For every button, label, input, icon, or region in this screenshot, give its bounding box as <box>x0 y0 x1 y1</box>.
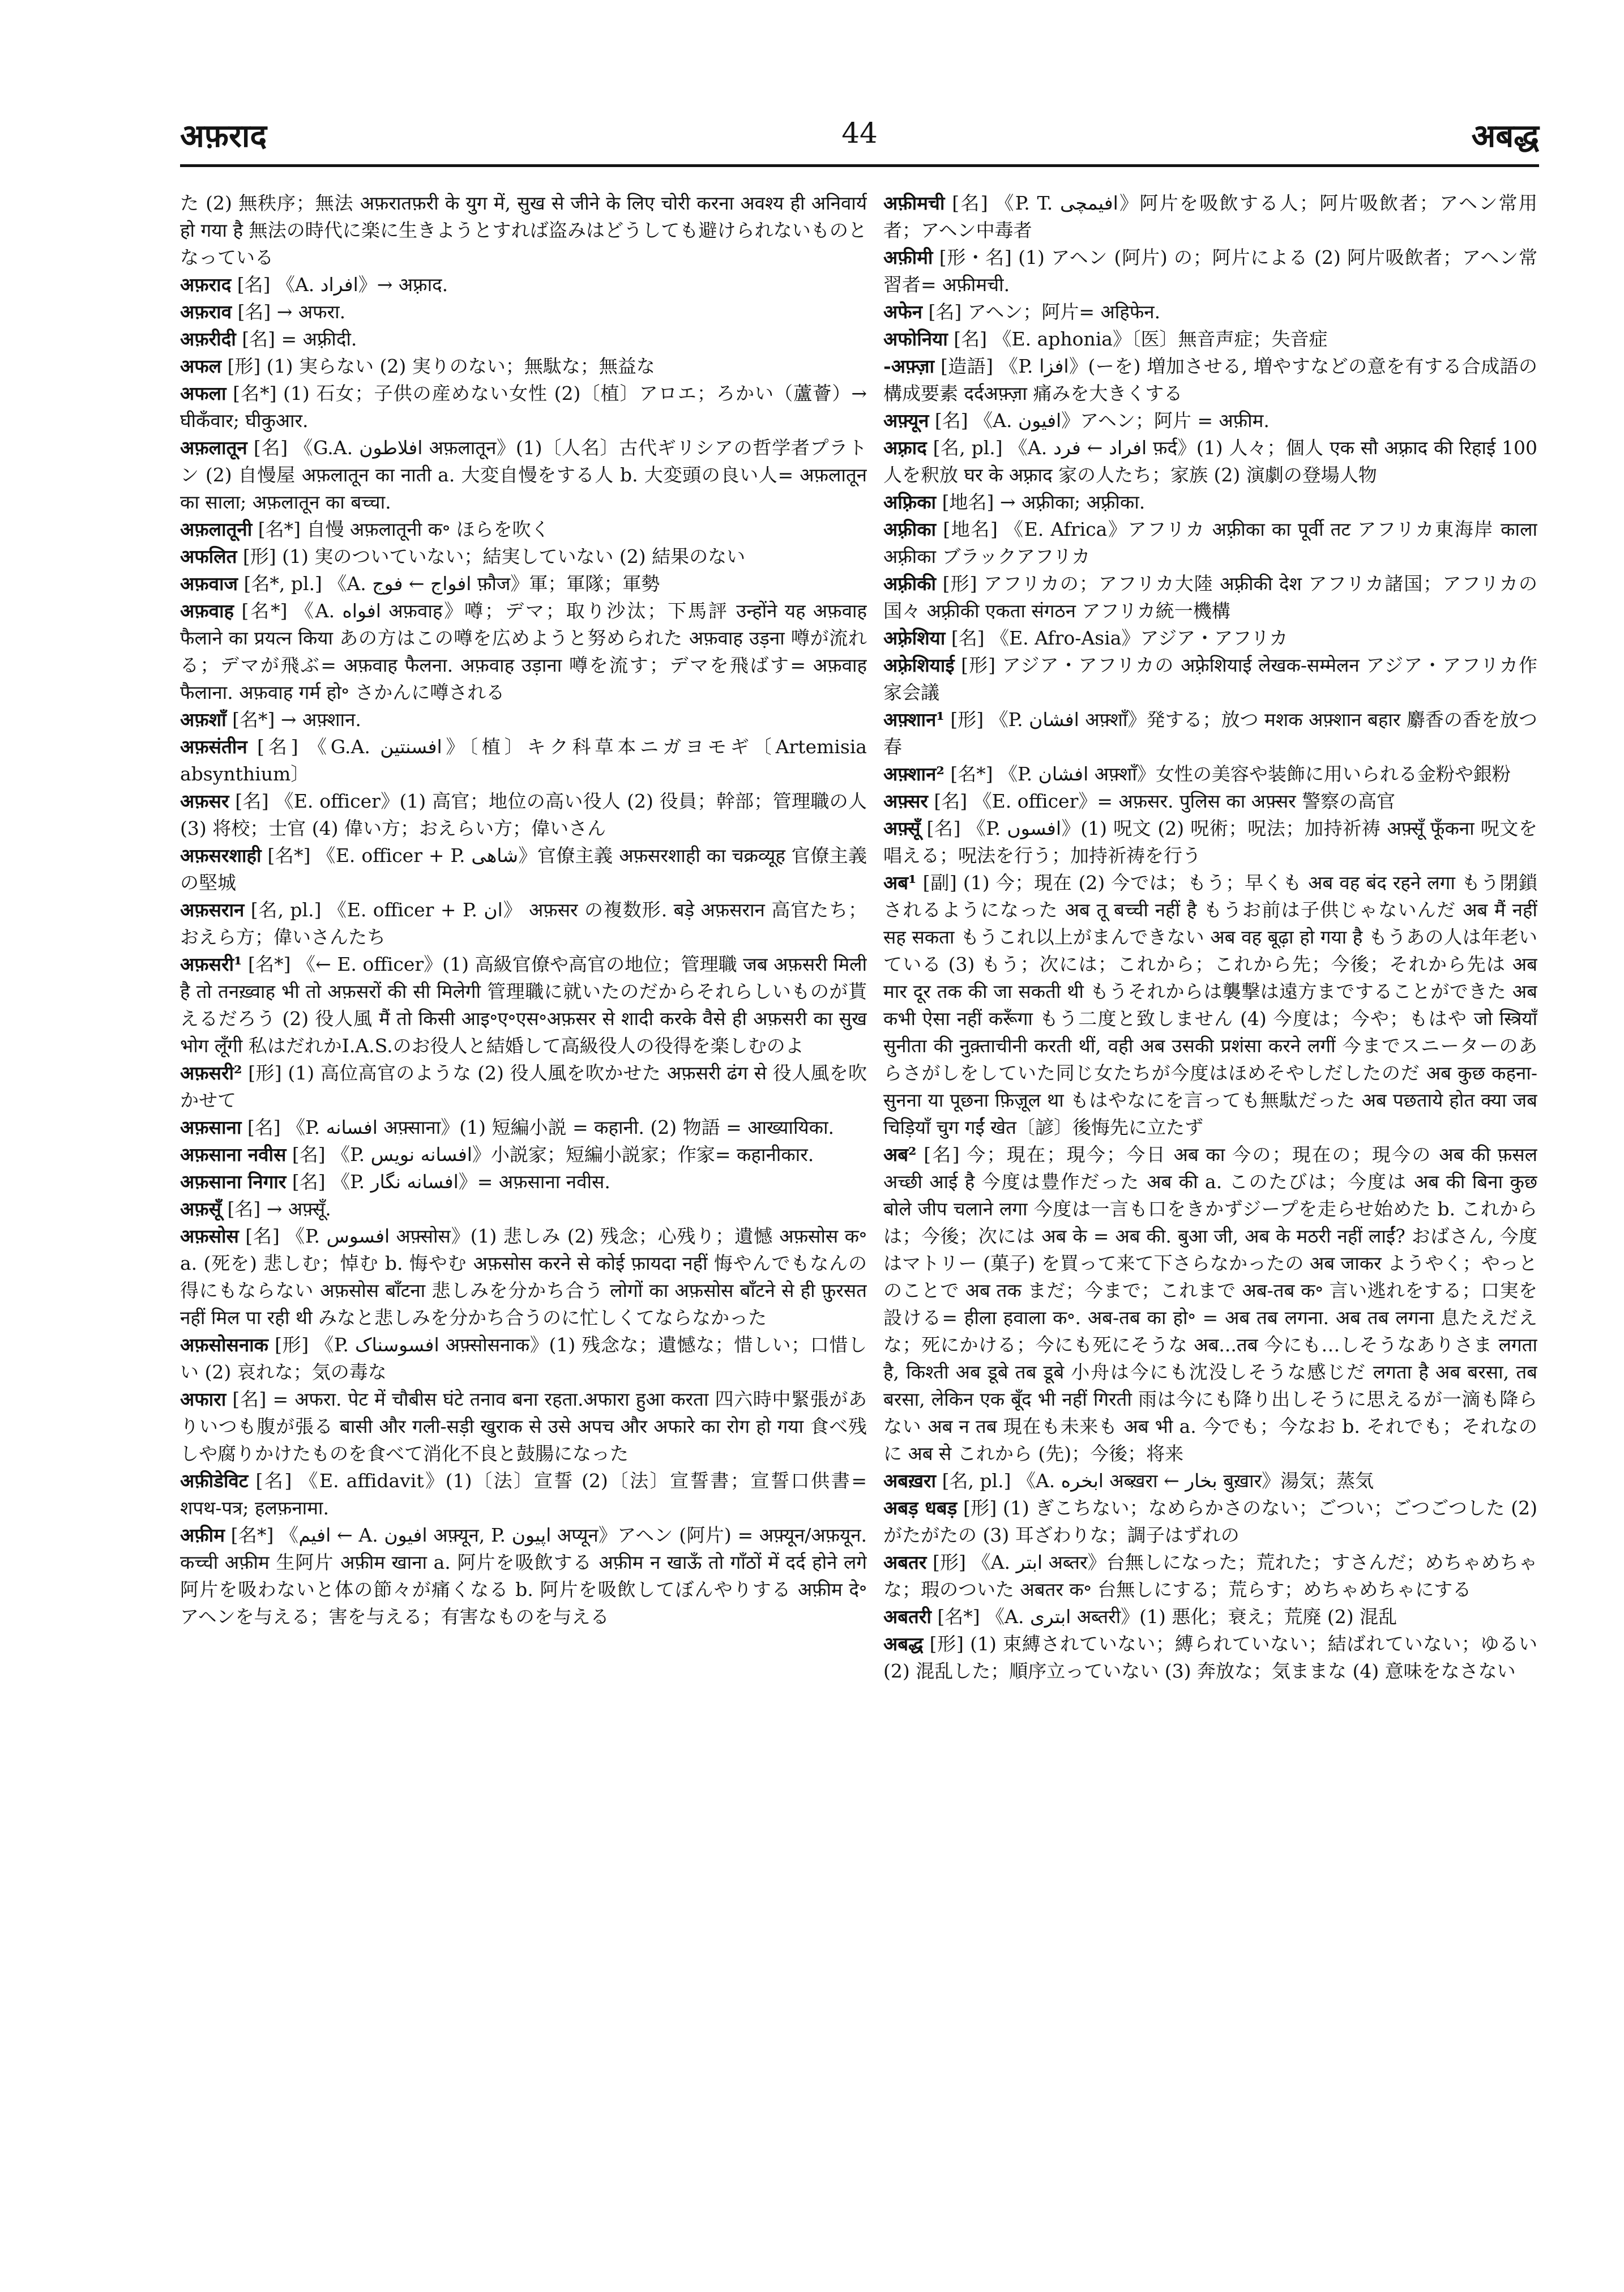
dictionary-entry <box>883 353 1537 407</box>
dictionary-entry <box>180 1522 867 1631</box>
dictionary-entry <box>883 1549 1537 1603</box>
entry-headword: अबतर <box>883 1551 927 1573</box>
entry-headword: अब¹ <box>883 872 917 894</box>
entry-definition: [名*] 《P. افشان अफ़्शाँ》女性の美容や装飾に用いられる金粉や銀粉 <box>944 763 1511 785</box>
entry-definition: [名] → अफरा. <box>232 301 346 323</box>
dictionary-entry <box>883 1631 1537 1685</box>
entry-definition: [名] 《P. T. افيمچی》阿片を吸飲する人；阿片吸飲者；アヘン常用者；アヘン中毒者 <box>883 192 1537 241</box>
entry-headword: अफ़शाँ <box>180 708 226 731</box>
entry-definition: [名, pl.] 《E. officer + P. ان》 अफ़सर の複数形. बड़े अफ़सरान 高官たち；おえら方；偉いさんたち <box>180 899 867 948</box>
entry-headword: अफल <box>180 355 222 377</box>
entry-definition: [名] → अफ़्सूँ. <box>221 1198 331 1220</box>
left-column <box>180 190 867 2217</box>
dictionary-entry <box>883 489 1537 516</box>
entry-headword: अफ़वाह <box>180 600 234 622</box>
entry-headword: अफ़्सूँ <box>883 817 921 839</box>
header-right-headword: अबद्ध <box>1471 117 1539 155</box>
entry-definition: [形] (1) 高位高官のような (2) 役人風を吹かせた अफ़सरी ढंग से 役人風を吹かせて <box>180 1062 867 1111</box>
dictionary-entry <box>883 298 1537 326</box>
entry-definition: [形] (1) 実らない (2) 実りのない；無駄な；無益な <box>221 355 655 377</box>
dictionary-entry <box>180 298 867 326</box>
entry-headword: अबतरी <box>883 1606 931 1628</box>
dictionary-entry <box>883 815 1537 869</box>
header-left-headword: अफ़राद <box>180 117 267 155</box>
entry-headword: अफ़सरशाही <box>180 844 262 867</box>
dictionary-entry <box>180 190 867 271</box>
entry-definition: [形] (1) 実のついていない；結実していない (2) 結果のない <box>237 545 746 567</box>
entry-headword: अफ़राव <box>180 301 232 323</box>
entry-definition: [形] 《A. ابتر अब्तर》台無しになった；荒れた；すさんだ；めちゃめちゃな；瑕のついた अबतर क॰ 台無しにする；荒らす；めちゃめちゃにする <box>883 1551 1537 1600</box>
entry-definition: [形] アジア・アフリカの अफ़्रेशियाई लेखक-सम्मेलन アジア・アフリカ作家会議 <box>883 654 1537 703</box>
entry-definition: [名*] 《A. ابتری अब्तरी》(1) 悪化；衰え；荒廃 (2) 混乱 <box>931 1606 1398 1628</box>
entry-definition: [名] 《G.A. افسنتين》〔植〕キク科草本ニガヨモギ〔Artemisia absynthium〕 <box>180 736 867 785</box>
dictionary-entry <box>883 326 1537 353</box>
dictionary-entry <box>883 190 1537 244</box>
entry-definition: [名] 《E. officer》= अफ़सर. पुलिस का अफ़्सर 警察の高官 <box>928 790 1396 812</box>
entry-definition: [名] 《A. افراد》→ अफ़्राद. <box>231 274 448 296</box>
dictionary-entry <box>180 706 867 733</box>
entry-definition: [名, pl.] 《A. ابخره अब्ख़रा ← بخار बुख़ार》湯気；蒸気 <box>936 1470 1374 1492</box>
dictionary-entry <box>180 788 867 842</box>
entry-headword: अफ़राद <box>180 274 232 296</box>
entry-definition: [名] 《E. affidavit》(1)〔法〕宣誓 (2)〔法〕宣誓書；宣誓口供書= शपथ-पत्र; हलफ़नामा. <box>180 1470 867 1519</box>
entry-definition: [副] (1) 今；現在 (2) 今では；もう；早くも अब वह बंद रहने लगा もう閉鎖されるようになった अब तू बच्ची नहीं है もうお前は子供じゃないんだ अब मैं नहीं सह सकता もうこれ以上がまんできない अब वह बूढ़ा हो गया है もうあの人は年老いている (3) もう；次には；これから；これから先；今後；それから先は अब मार दूर तक की जा सकती थी もうそれからは襲撃は遠方まですることができた अब कभी ऐसा नहीं करूँगा もう二度と致しません (4) 今度は；今や；もはや जो स्त्रियाँ सुनीता की नुक़्ताचीनी करती थीं, वही अब उसकी प्रशंसा करने लगीं 今までスニーターのあらさがしをしていた同じ女たちが今度はほめそやしだしたのだ अब कुछ कहना-सुनना या पूछना फ़िज़ूल था もはやなにを言っても無駄だった अब पछताये होत क्या जब चिड़ियाँ चुग गईं खेत〔諺〕後悔先に立たず <box>883 872 1537 1138</box>
entry-definition: [形] (1) 束縛されていない；縛られていない；結ばれていない；ゆるい (2) 混乱した；順序立っていない (3) 奔放な；気ままな (4) 意味をなさない <box>883 1633 1537 1682</box>
entry-headword: अब² <box>883 1143 917 1166</box>
dictionary-entry <box>180 1331 867 1386</box>
dictionary-entry <box>180 1223 867 1331</box>
dictionary-entry <box>180 1141 867 1168</box>
dictionary-entry <box>883 869 1537 1141</box>
entry-definition: [名*] 《A. افواه अफ़वाह》噂；デマ；取り沙汰；下馬評 उन्होंने यह अफ़वाह फैलाने का प्रयत्न किया あの方はこの噂を広めようと努められた अफ़वाह उड़ना 噂が流れる；デマが飛ぶ= अफ़वाह फैलना. अफ़वाह उड़ाना 噂を流す；デマを飛ばす= अफ़वाह फैलाना. अफ़वाह गर्म हो॰ さかんに噂される <box>180 600 867 703</box>
dictionary-entry <box>883 570 1537 625</box>
entry-headword: अफ़सरान <box>180 899 245 921</box>
entry-headword: अफ़सरी² <box>180 1062 242 1084</box>
entry-definition: [形] アフリカの；アフリカ大陸 अफ़्रीकी देश アフリカ諸国；アフリカの国々 अफ़्रीकी एकता संगठन アフリカ統一機構 <box>883 573 1537 622</box>
entry-definition: [名, pl.] 《A. افراد ← فرد फ़र्द》(1) 人々；個人 एक सौ अफ़्राद की रिहाई 100 人を釈放 घर के अफ़्राद 家の人たち；家族 (2) 演劇の登場人物 <box>883 437 1537 486</box>
entry-headword: अफ़्रेशिया <box>883 627 946 649</box>
dictionary-entry <box>180 1196 867 1223</box>
dictionary-entry <box>883 1141 1537 1467</box>
entry-definition: [造語] 《P. افزا》(ーを) 増加させる, 増やすなどの意を有する合成語の構成要素 दर्दअफ़्ज़ा 痛みを大きくする <box>883 355 1537 404</box>
dictionary-entry <box>180 842 867 897</box>
entry-headword: अफला <box>180 382 226 404</box>
dictionary-entry <box>180 434 867 516</box>
dictionary-entry <box>883 1495 1537 1549</box>
page-header <box>180 113 1539 164</box>
dictionary-entry <box>180 516 867 543</box>
dictionary-entry <box>883 1467 1537 1495</box>
dictionary-entry <box>180 733 867 788</box>
dictionary-entry <box>180 1114 867 1141</box>
header-rule <box>180 164 1539 167</box>
entry-headword: अफ़संतीन <box>180 736 247 758</box>
entry-headword: अफ़साना नवीस <box>180 1143 287 1166</box>
entry-definition: [地名] 《E. Africa》アフリカ अफ़्रीका का पूर्वी तट アフリカ東海岸 काला अफ़्रीका ブラックアフリカ <box>883 518 1537 567</box>
entry-definition: [名] = अफरा. पेट में चौबीस घंटे तनाव बना रहता.अफारा हुआ करता 四六時中緊張がありいつも腹が張る बासी और गली-सड़ी खुराक से उसे अपच और अफारे का रोग हो गया 食べ残しや腐りかけたものを食べて消化不良と鼓腸になった <box>180 1388 867 1465</box>
dictionary-entry <box>883 625 1537 652</box>
entry-headword: अफ़्रेशियाई <box>883 654 955 676</box>
dictionary-entry <box>180 1168 867 1196</box>
entry-definition: た (2) 無秩序；無法 अफ़रातफ़री के युग में, सुख से जीने के लिए चोरी करना अवश्य ही अनिवार्य हो गया है 無法の時代に楽に生きようとすれば盗みはどうしても避けられないものとなっている <box>180 192 867 268</box>
entry-definition: [名*] 《← E. officer》(1) 高級官僚や高官の地位；管理職 जब अफ़सरी मिली है तो तनख़्वाह भी तो अफ़सरों की सी मिलेगी 管理職に就いたのだからそれらしいものが貰えるだろう (2) 役人風 मैं तो किसी आइ॰ए॰एस॰अफ़सर से शादी करके वैसे ही अफ़सरी का सुख भोग लूँगी 私はだれかI.A.S.のお役人と結婚して高級役人の役得を楽しむのよ <box>180 953 867 1057</box>
entry-definition: [地名] → अफ़्रीका; अफ़्रीका. <box>936 491 1146 513</box>
entry-headword: अबड़ धबड़ <box>883 1497 958 1519</box>
entry-definition: [名] = अफ़्रीदी. <box>236 328 357 350</box>
entry-headword: अफ़ीमची <box>883 192 945 214</box>
entry-definition: [形] (1) ぎこちない；なめらかさのない；ごつい；ごつごつした (2) がたがたの (3) 耳ざわりな；調子はずれの <box>883 1497 1537 1546</box>
entry-headword: अफ़ीडेविट <box>180 1470 249 1492</box>
entry-definition: [名*] 自慢 अफ़लातूनी क॰ ほらを吹く <box>252 518 550 540</box>
dictionary-entry <box>180 951 867 1060</box>
entry-definition: [名] 《E. Afro-Asia》アジア・アフリカ <box>945 627 1288 649</box>
entry-definition: [名] 《P. افسانه अफ़्साना》(1) 短編小説 = कहानी. (2) 物語 = आख्यायिका. <box>241 1116 835 1138</box>
entry-headword: अफारा <box>180 1388 226 1410</box>
entry-headword: अफ़्रिका <box>883 491 937 513</box>
entry-definition: [名*] 《افيم ← A. افيون अफ़्यून, P. اپيون अप्यून》アヘン (阿片) = अफ़्यून/अफ़यून. कच्ची अफ़ीम 生阿片 अफ़ीम खाना a. 阿片を吸飲する अफ़ीम न खाऊँ तो गाँठों में दर्द होने लगे 阿片を吸わないと体の節々が痛くなる b. 阿片を吸飲してぼんやりする अफ़ीम दे॰ アヘンを与える；害を与える；有害なものを与える <box>180 1524 867 1628</box>
entry-definition: [形・名] (1) アヘン (阿片) の；阿片による (2) 阿片吸飲者；アヘン常習者= अफ़ीमची. <box>883 246 1537 296</box>
entry-headword: अफ़सर <box>180 790 229 812</box>
dictionary-entry <box>180 353 867 380</box>
right-column <box>883 190 1537 2217</box>
entry-headword: अफ़सूँ <box>180 1198 221 1220</box>
dictionary-entry <box>180 1386 867 1467</box>
dictionary-entry <box>180 570 867 597</box>
entry-definition: [名] 《P. افسانه نويس》小説家；短編小説家；作家= कहानीकार. <box>286 1143 814 1166</box>
entry-headword: अफ़सरी¹ <box>180 953 242 975</box>
entry-definition: [名] 《P. افسوں》(1) 呪文 (2) 呪術；呪法；加持祈祷 अफ़्सूँ फूँकना 呪文を唱える；呪法を行う；加持祈祷を行う <box>883 817 1537 867</box>
entry-headword: अफलित <box>180 545 237 567</box>
dictionary-entry <box>883 1603 1537 1631</box>
dictionary-entry <box>883 244 1537 298</box>
dictionary-entry <box>180 1060 867 1114</box>
entry-headword: अफ़्रीका <box>883 518 937 540</box>
entry-headword: अफ़्रीकी <box>883 573 937 595</box>
entry-definition: [名] 今；現在；現今；今日 अब का 今の；現在の；現今の अब की फ़सल अच्छी आई है 今度は豊作だった अब की a. このたびは；今度は अब की बिना कुछ बोले जीप चलाने लगा 今度は一言も口をきかずジープを走らせ始めた b. これからは；今後；次には अब के = अब की. बुआ जी, अब के मठरी नहीं लाईं? おばさん, 今度はマトリー (菓子) を買って来て下さらなかったの अब जाकर ようやく；やっとのことで अब तक まだ；今まで；これまで अब-तब क॰ 言い逃れをする；口実を設ける= हीला हवाला क॰. अब-तब का हो॰ = अब तब लगना. अब तब लगना 息たえだえな；死にかける；今にも死にそうな अब...तब 今にも…しそうなありさま लगता है, किश्ती अब डूबे तब डूबे 小舟は今にも沈没しそうな感じだ लगता है अब बरसा, तब बरसा, लेकिन एक बूँद भी नहीं गिरती 雨は今にも降り出しそうに思えるが一滴も降らない अब न तब 現在も未来も अब भी a. 今でも；今なお b. それでも；それなのに अब से これから (先)；今後；将来 <box>883 1143 1537 1465</box>
entry-headword: अफ़्शान² <box>883 763 945 785</box>
dictionary-entry <box>180 543 867 570</box>
entry-definition: [名] 《E. aphonia》〔医〕無音声症；失音症 <box>947 328 1328 350</box>
entry-headword: अफ़ीम <box>180 1524 225 1546</box>
entry-headword: अफ़्राद <box>883 437 927 459</box>
dictionary-entry <box>180 597 867 706</box>
entry-definition: [名] 《A. افيون》アヘン；阿片 = अफ़ीम. <box>929 409 1270 432</box>
entry-headword: अबद्ध <box>883 1633 924 1655</box>
entry-definition: [名] 《P. افسانه نگار》= अफ़साना नवीस. <box>286 1171 610 1193</box>
dictionary-entry <box>180 326 867 353</box>
entry-headword: अफ़्सर <box>883 790 928 812</box>
dictionary-entry <box>883 706 1537 761</box>
dictionary-entry <box>883 788 1537 815</box>
entry-headword: अफ़लातूनी <box>180 518 253 540</box>
dictionary-entry <box>180 380 867 434</box>
entry-definition: [名] 《E. officer》(1) 高官；地位の高い役人 (2) 役員；幹部；管理職の人 (3) 将校；士官 (4) 偉い方；おえらい方；偉いさん <box>180 790 867 839</box>
dictionary-entry <box>883 516 1537 570</box>
entry-headword: अफेन <box>883 301 922 323</box>
entry-definition: [名*] → अफ़्शान. <box>226 708 361 731</box>
entry-definition: [形] 《P. افشان अफ़्शाँ》発する；放つ मशक अफ़्शान बहार 麝香の香を放つ春 <box>883 708 1537 758</box>
entry-headword: अफ़ीमी <box>883 246 933 268</box>
dictionary-entry <box>180 1467 867 1522</box>
entry-definition: [名*] 《E. officer + P. شاهی》官僚主義 अफ़सरशाही का चक्रव्यूह 官僚主義の堅城 <box>180 844 867 894</box>
entry-definition: [名*, pl.] 《A. افواج ← فوج फ़ौज》軍；軍隊；軍勢 <box>238 573 660 595</box>
dictionary-entry <box>180 897 867 951</box>
entry-definition: [形] 《P. افسوسناک अफ़्सोसनाक》(1) 残念な；遺憾な；惜しい；口惜しい (2) 哀れな；気の毒な <box>180 1334 867 1383</box>
entry-headword: अफ़्शान¹ <box>883 708 945 731</box>
entry-headword: अफ़सोस <box>180 1225 239 1247</box>
dictionary-entry <box>883 407 1537 434</box>
entry-headword: अफ़साना निगार <box>180 1171 287 1193</box>
entry-headword: अबख़रा <box>883 1470 937 1492</box>
entry-headword: अफ़सोसनाक <box>180 1334 269 1356</box>
entry-headword: अफोनिया <box>883 328 948 350</box>
dictionary-entry <box>883 761 1537 788</box>
entry-headword: अफ़वाज <box>180 573 238 595</box>
entry-definition: [名] 《G.A. افلاطون अफ़लातून》(1)〔人名〕古代ギリシアの哲学者プラトン (2) 自慢屋 अफ़लातून का नाती a. 大変自慢をする人 b. 大変頭の良い人= अफ़लातून का साला; अफ़लातून का बच्चा. <box>180 437 867 513</box>
dictionary-entry <box>883 652 1537 706</box>
entry-headword: अफ़्यून <box>883 409 929 432</box>
entry-headword: अफ़लातून <box>180 437 247 459</box>
entry-headword: -अफ़्ज़ा <box>883 355 935 377</box>
entry-definition: [名] 《P. افسوس अफ़्सोस》(1) 悲しみ (2) 残念；心残り；遺憾 अफ़सोस क॰ a. (死を) 悲しむ；悼む b. 悔やむ अफ़सोस करने से कोई फ़ायदा नहीं 悔やんでもなんの得にもならない अफ़सोस बाँटना 悲しみを分かち合う लोगों का अफ़सोस बाँटने से ही फ़ुरसत नहीं मिल पा रही थी みなと悲しみを分かち合うのに忙しくてならなかった <box>180 1225 867 1329</box>
entry-definition: [名] アヘン；阿片= अहिफेन. <box>922 301 1161 323</box>
dictionary-entry <box>883 434 1537 489</box>
dictionary-entry <box>180 271 867 298</box>
entry-headword: अफ़रीदी <box>180 328 236 350</box>
entry-definition: [名*] (1) 石女；子供の産めない女性 (2)〔植〕アロエ；ろかい（蘆薈）→ घीकँवार; घीकुआर. <box>180 382 867 432</box>
entry-headword: अफ़साना <box>180 1116 242 1138</box>
page-number: 44 <box>841 117 878 150</box>
